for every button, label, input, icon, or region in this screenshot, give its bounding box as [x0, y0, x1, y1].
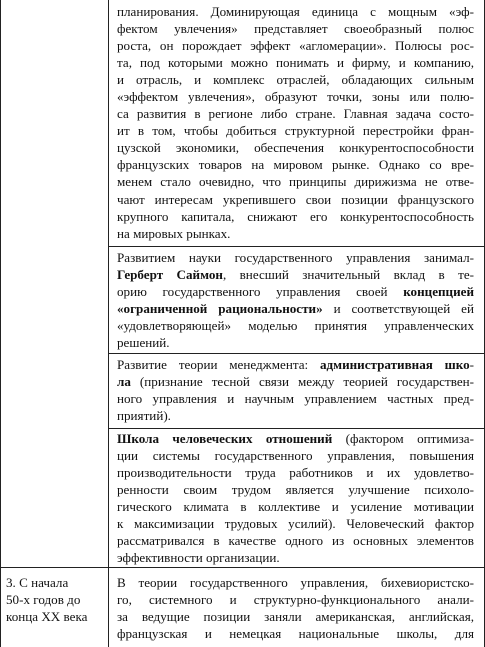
text-line: фектом увлечения» представляет своеобразный полюс [117, 21, 474, 37]
text-line: ла (признание тесной связи между теорией государствен- [117, 374, 474, 390]
cell-divider [108, 428, 485, 429]
period-description [117, 574, 474, 642]
text-line: роста, он порождает эффект «агломерации». Полюсы рос- [117, 38, 474, 54]
text-line: на мировых рынках. [117, 225, 231, 241]
paragraph-planning [117, 3, 474, 242]
text-line: эффективности организации. [117, 550, 280, 566]
text-line: 50-х годов до [6, 592, 81, 608]
table-row-divider [0, 567, 485, 568]
text-line: Школа человеческих отношений (фактором оптимиза- [117, 431, 474, 446]
table-border-left [0, 0, 1, 647]
text-line: менем стало очевидно, что принципы дирижизма не отве- [117, 174, 474, 190]
text-line: рассматривался в качестве одного из основных элементов [117, 533, 474, 549]
cell-divider [108, 353, 485, 354]
text-line: Развитием науки государственного управления занимал- [117, 250, 474, 265]
text-line: Герберт Саймон, внесший значительный вклад в те- [117, 267, 475, 283]
text-line: 3. С начала [6, 575, 69, 590]
text-line: ренности своим трудом является улучшение психоло- [117, 482, 474, 498]
text-line: «ограниченной рациональности» и соответствующей ей [117, 301, 474, 317]
text-line: та, под которыми можно понимать и фирму, и компанию, [117, 55, 474, 71]
text-line: крупного капитала, снижают его конкурентоспособность [117, 208, 474, 224]
text-line: чают интересам укрепившего свои позиции французского [117, 191, 474, 207]
text-line: к максимизации трудовых усилий). Человеческий фактор [117, 516, 474, 532]
text-line: цузской экономики, обеспечения конкурентоспособности [117, 140, 474, 156]
text-line: французских товаров на мировом рынке. Однако со вре- [117, 157, 474, 173]
text-line: ции системы государственного управления, повышения [117, 448, 474, 464]
table-column-divider [108, 0, 109, 647]
text-line: са развития в регионе либо стране. Главная задача состо- [117, 106, 474, 122]
text-line: решений. [117, 335, 170, 351]
text-line: и отрасль, и комплекс отраслей, обладающих сильным [117, 72, 474, 88]
text-line: В теории государственного управления, бихевиористско- [117, 575, 474, 590]
text-line: планирования. Доминирующая единица с мощным «эф- [117, 4, 474, 19]
cell-divider [108, 246, 485, 247]
paragraph-human-relations [117, 430, 474, 566]
text-line: «эффектом увлечения», образуют точки, зоны или полю- [117, 89, 474, 105]
text-line: орию государственного управления своей концепцией [117, 284, 474, 300]
text-line: приятий). [117, 408, 171, 424]
paragraph-management [117, 356, 474, 424]
text-line: гического климата в коллективе и усиление мотивации [117, 499, 474, 515]
text-line: Развитие теории менеджмента: административная шко- [117, 357, 474, 372]
text-line: го, системного и структурно-функционального анали- [117, 592, 474, 608]
text-line: за ведущие позиции заняли американская, английская, [117, 609, 474, 625]
paragraph-simon [117, 249, 474, 351]
period-label [6, 574, 106, 625]
text-line: ного управления и научным управлением частных пред- [117, 391, 474, 407]
text-line: конца XX века [6, 609, 88, 625]
text-line: французская и немецкая национальные школы, для [117, 626, 474, 642]
text-line: ит в том, чтобы добиться структурной перестройки фран- [117, 123, 474, 139]
text-line: производительности труда работников и их удовлетво- [117, 465, 474, 481]
text-line: «удовлетворяющей» моделью принятия управленческих [117, 318, 474, 334]
